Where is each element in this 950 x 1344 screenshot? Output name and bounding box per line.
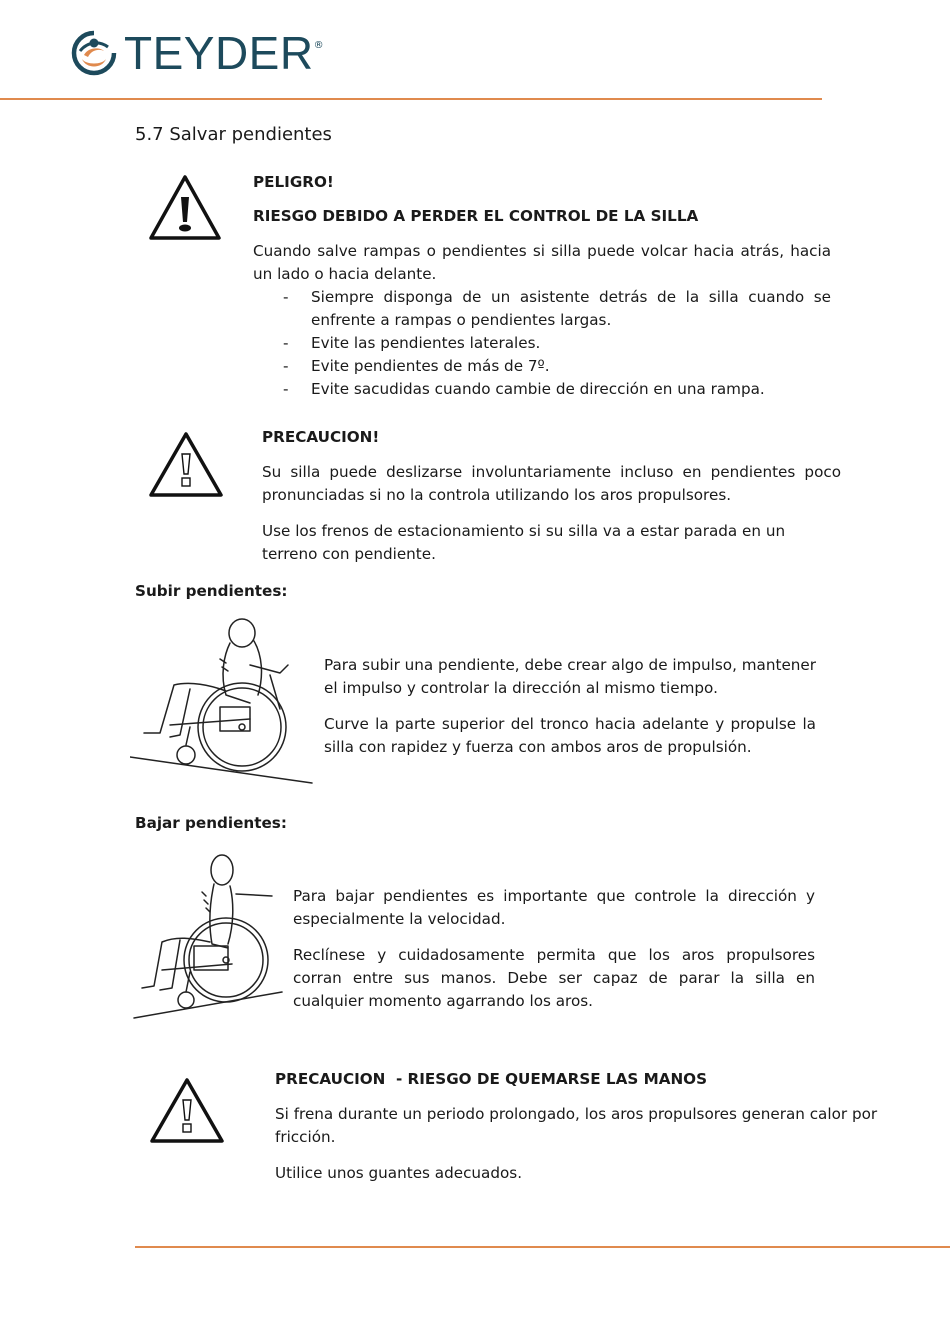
uphill-heading: Subir pendientes: [135, 582, 288, 600]
caution1-paragraph: Su silla puede deslizarse involuntariamente incluso en pendientes poco pronunciadas si no la controla utilizando los aros propulsores. [262, 463, 841, 504]
footer-divider [135, 1246, 950, 1248]
danger-list [253, 286, 831, 401]
danger-list-item: - Siempre disponga de un asistente detrás de la silla cuando se enfrente a rampas o pendientes largas. [253, 286, 831, 332]
downhill-heading: Bajar pendientes: [135, 814, 287, 832]
header-divider [0, 98, 822, 100]
caution2-body [275, 1103, 885, 1185]
burn-caution-warning-icon [149, 1076, 225, 1144]
danger-heading: RIESGO DEBIDO A PERDER EL CONTROL DE LA SILLA [253, 207, 699, 225]
uphill-paragraph: Curve la parte superior del tronco hacia adelante y propulse la silla con rapidez y fuerza con ambos aros de propulsión. [324, 715, 816, 756]
danger-list-item: - Evite pendientes de más de 7º. [253, 355, 831, 378]
caution2-paragraph: Utilice unos guantes adecuados. [275, 1164, 523, 1182]
uphill-paragraph: Para subir una pendiente, debe crear algo de impulso, mantener el impulso y controlar la dirección al mismo tiempo. [324, 656, 816, 697]
registered-mark: ® [313, 40, 324, 51]
caution1-paragraph: Use los frenos de estacionamiento si su silla va a estar parada en un terreno con pendiente. [262, 522, 786, 563]
caution1-body [262, 461, 841, 566]
danger-warning-icon [148, 173, 222, 241]
danger-label: PELIGRO! [253, 173, 334, 191]
caution2-heading: PRECAUCION - RIESGO DE QUEMARSE LAS MANOS [275, 1070, 708, 1088]
teyder-logo [70, 28, 324, 78]
section-title: 5.7 Salvar pendientes [135, 124, 332, 145]
downhill-body [293, 885, 815, 1013]
uphill-body [324, 654, 816, 759]
danger-intro: Cuando salve rampas o pendientes si silla puede volcar hacia atrás, hacia un lado o hacia delante. [253, 242, 831, 283]
caution2-paragraph: Si frena durante un periodo prolongado, los aros propulsores generan calor por fricción. [275, 1105, 878, 1146]
caution-warning-icon [148, 430, 224, 498]
brand-name: TEYDER [124, 27, 314, 79]
caution1-label: PRECAUCION! [262, 428, 380, 446]
danger-list-item: - Evite las pendientes laterales. [253, 332, 831, 355]
uphill-wheelchair-illustration [130, 615, 316, 787]
downhill-wheelchair-illustration [132, 852, 284, 1024]
downhill-paragraph: Para bajar pendientes es importante que controle la dirección y especialmente la velocidad. [293, 887, 815, 928]
danger-body [253, 240, 831, 401]
teyder-logo-icon [70, 29, 118, 77]
downhill-paragraph: Reclínese y cuidadosamente permita que los aros propulsores corran entre sus manos. Debe ser capaz de parar la silla en cualquier momento agarrando los aros. [293, 946, 815, 1010]
danger-list-item: - Evite sacudidas cuando cambie de dirección en una rampa. [253, 378, 831, 401]
